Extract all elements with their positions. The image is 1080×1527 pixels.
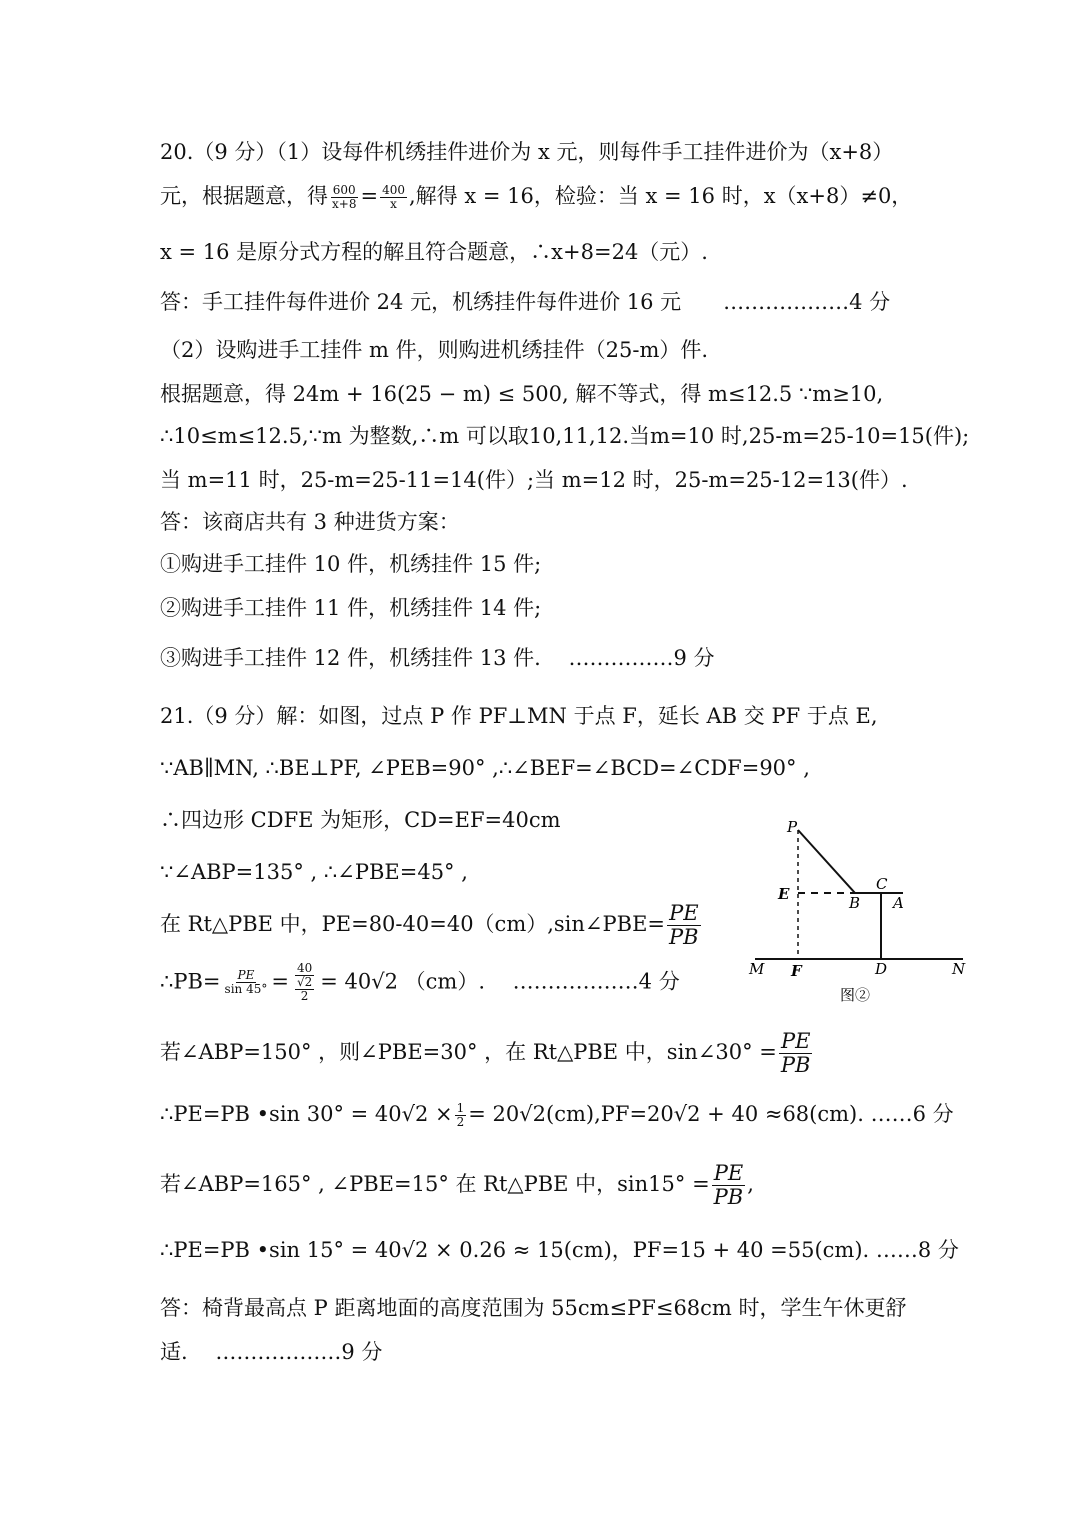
- label-a: A: [893, 894, 904, 912]
- line-pb: [798, 830, 855, 893]
- q21-line-10: ∴PE=PB •sin 15° = 40√2 × 0.26 ≈ 15(cm)，PF=15 + 40 =55(cm). ……8 分: [160, 1238, 959, 1262]
- label-m: M: [749, 960, 765, 978]
- fraction-pe-2: PE: [780, 1029, 811, 1053]
- equals-sign: =: [360, 184, 379, 208]
- label-c: C: [876, 875, 888, 893]
- q20-line-7: ∴10≤m≤12.5,∵m 为整数,∴m 可以取10,11,12.当m=10 时,25-m=25-10=15(件);: [160, 424, 970, 448]
- q21-line-8-text-a: ∴PE=PB •sin 30° = 40√2 ×: [160, 1102, 453, 1126]
- label-f: F: [791, 962, 802, 980]
- q21-line-5: [160, 902, 703, 949]
- q21-line-6-text-a: ∴PB=: [160, 969, 221, 994]
- geometry-figure: [745, 815, 975, 1010]
- fraction-pe-pb-1: [667, 902, 701, 949]
- fraction-sin45: sin 45°: [224, 982, 268, 997]
- q21-line-4: ∵∠ABP=135° , ∴∠PBE=45° ,: [160, 860, 468, 884]
- fraction-pe-pb-2: [779, 1030, 813, 1077]
- fraction-600-num: 600: [332, 182, 356, 197]
- fraction-40: 40: [296, 961, 313, 975]
- q20-line-10: ①购进手工挂件 10 件，机绣挂件 15 件;: [160, 552, 542, 576]
- label-b: B: [849, 894, 861, 912]
- label-e: E: [778, 885, 790, 903]
- q20-line-6: 根据题意，得 24m + 16(25 − m) ≤ 500, 解不等式，得 m≤12.5 ∵m≥10,: [160, 382, 884, 406]
- figure-caption: 图②: [840, 986, 871, 1004]
- q21-line-6-text-c: = 40√2 （cm）. ………………4 分: [320, 969, 680, 994]
- fraction-half: [455, 1102, 467, 1129]
- q21-line-3: ∴四边形 CDFE 为矩形，CD=EF=40cm: [160, 808, 561, 832]
- q21-line-1: 21.（9 分）解：如图，过点 P 作 PF⊥MN 于点 F，延长 AB 交 PF 于点 E,: [160, 704, 878, 728]
- label-n: N: [952, 960, 966, 978]
- root2: √2: [296, 975, 313, 990]
- fraction-600: [330, 184, 358, 211]
- q21-line-5-text: 在 Rt△PBE 中，PE=80-40=40（cm）,sin∠PBE=: [160, 912, 666, 937]
- q21-line-12: 适. ………………9 分: [160, 1340, 383, 1364]
- fraction-pe-sin45: [223, 969, 270, 996]
- q20-line-5: （2）设购进手工挂件 m 件，则购进机绣挂件（25-m）件.: [160, 338, 709, 362]
- q21-line-8: [160, 1100, 954, 1129]
- q21-line-8-text-b: = 20√2(cm),PF=20√2 + 40 ≈68(cm). ……6 分: [468, 1102, 954, 1126]
- fraction-two: 2: [456, 1115, 465, 1129]
- fraction-400-num: 400: [382, 182, 405, 197]
- fraction-pe-pb-3: [712, 1162, 746, 1209]
- q20-line-2-text-b: ,解得 x = 16，检验：当 x = 16 时，x（x+8）≠0，: [408, 184, 913, 208]
- fraction-400-den: x: [390, 197, 397, 211]
- nested-fraction: [291, 976, 318, 1003]
- root2-over-2: [295, 976, 314, 1003]
- q20-line-9: 答：该商店共有 3 种进货方案：: [160, 510, 460, 534]
- fraction-400: [380, 184, 407, 211]
- label-p: P: [787, 818, 798, 836]
- q21-line-2: ∵AB∥MN, ∴BE⊥PF, ∠PEB=90° ,∴∠BEF=∠BCD=∠CDF=90° ,: [160, 756, 810, 780]
- label-d: D: [875, 960, 888, 978]
- q21-line-7: [160, 1030, 814, 1077]
- q20-line-2: [160, 182, 912, 211]
- q20-line-4: 答：手工挂件每件进价 24 元，机绣挂件每件进价 16 元 ………………4 分: [160, 290, 891, 314]
- q20-line-1: 20.（9 分）（1）设每件机绣挂件进价为 x 元，则每件手工挂件进价为（x+8）: [160, 140, 894, 164]
- q21-line-6: [160, 962, 680, 1004]
- fraction-pb-2: PB: [780, 1053, 811, 1078]
- q21-line-9-text: 若∠ABP=165° , ∠PBE=15° 在 Rt△PBE 中，sin15° =: [160, 1172, 710, 1197]
- fraction-one: 1: [456, 1100, 465, 1115]
- fraction-pb: PB: [669, 925, 699, 950]
- comma: ,: [747, 1172, 754, 1197]
- fraction-pb-3: PB: [713, 1185, 744, 1210]
- q20-line-12: ③购进手工挂件 12 件，机绣挂件 13 件. ……………9 分: [160, 646, 715, 670]
- q20-line-2-text-a: 元，根据题意，得: [160, 184, 328, 208]
- equals-sign-2: =: [271, 969, 289, 994]
- fraction-40-root2: [291, 962, 318, 1004]
- fraction-pe-3: PE: [713, 1161, 744, 1185]
- fraction-pe: PE: [669, 901, 699, 925]
- fraction-pe-small: PE: [237, 968, 255, 983]
- q20-line-11: ②购进手工挂件 11 件，机绣挂件 14 件;: [160, 596, 542, 620]
- two: 2: [300, 989, 309, 1004]
- fraction-600-den: x+8: [332, 197, 357, 211]
- q21-line-9: [160, 1162, 754, 1209]
- q20-line-8: 当 m=11 时，25-m=25-11=14(件）;当 m=12 时，25-m=25-12=13(件）.: [160, 468, 908, 492]
- q21-line-7-text: 若∠ABP=150° ，则∠PBE=30° ，在 Rt△PBE 中，sin∠30° =: [160, 1040, 777, 1065]
- q21-line-11: 答：椅背最高点 P 距离地面的高度范围为 55cm≤PF≤68cm 时，学生午休更舒: [160, 1296, 907, 1320]
- q20-line-3: x = 16 是原分式方程的解且符合题意，∴x+8=24（元）.: [160, 240, 708, 264]
